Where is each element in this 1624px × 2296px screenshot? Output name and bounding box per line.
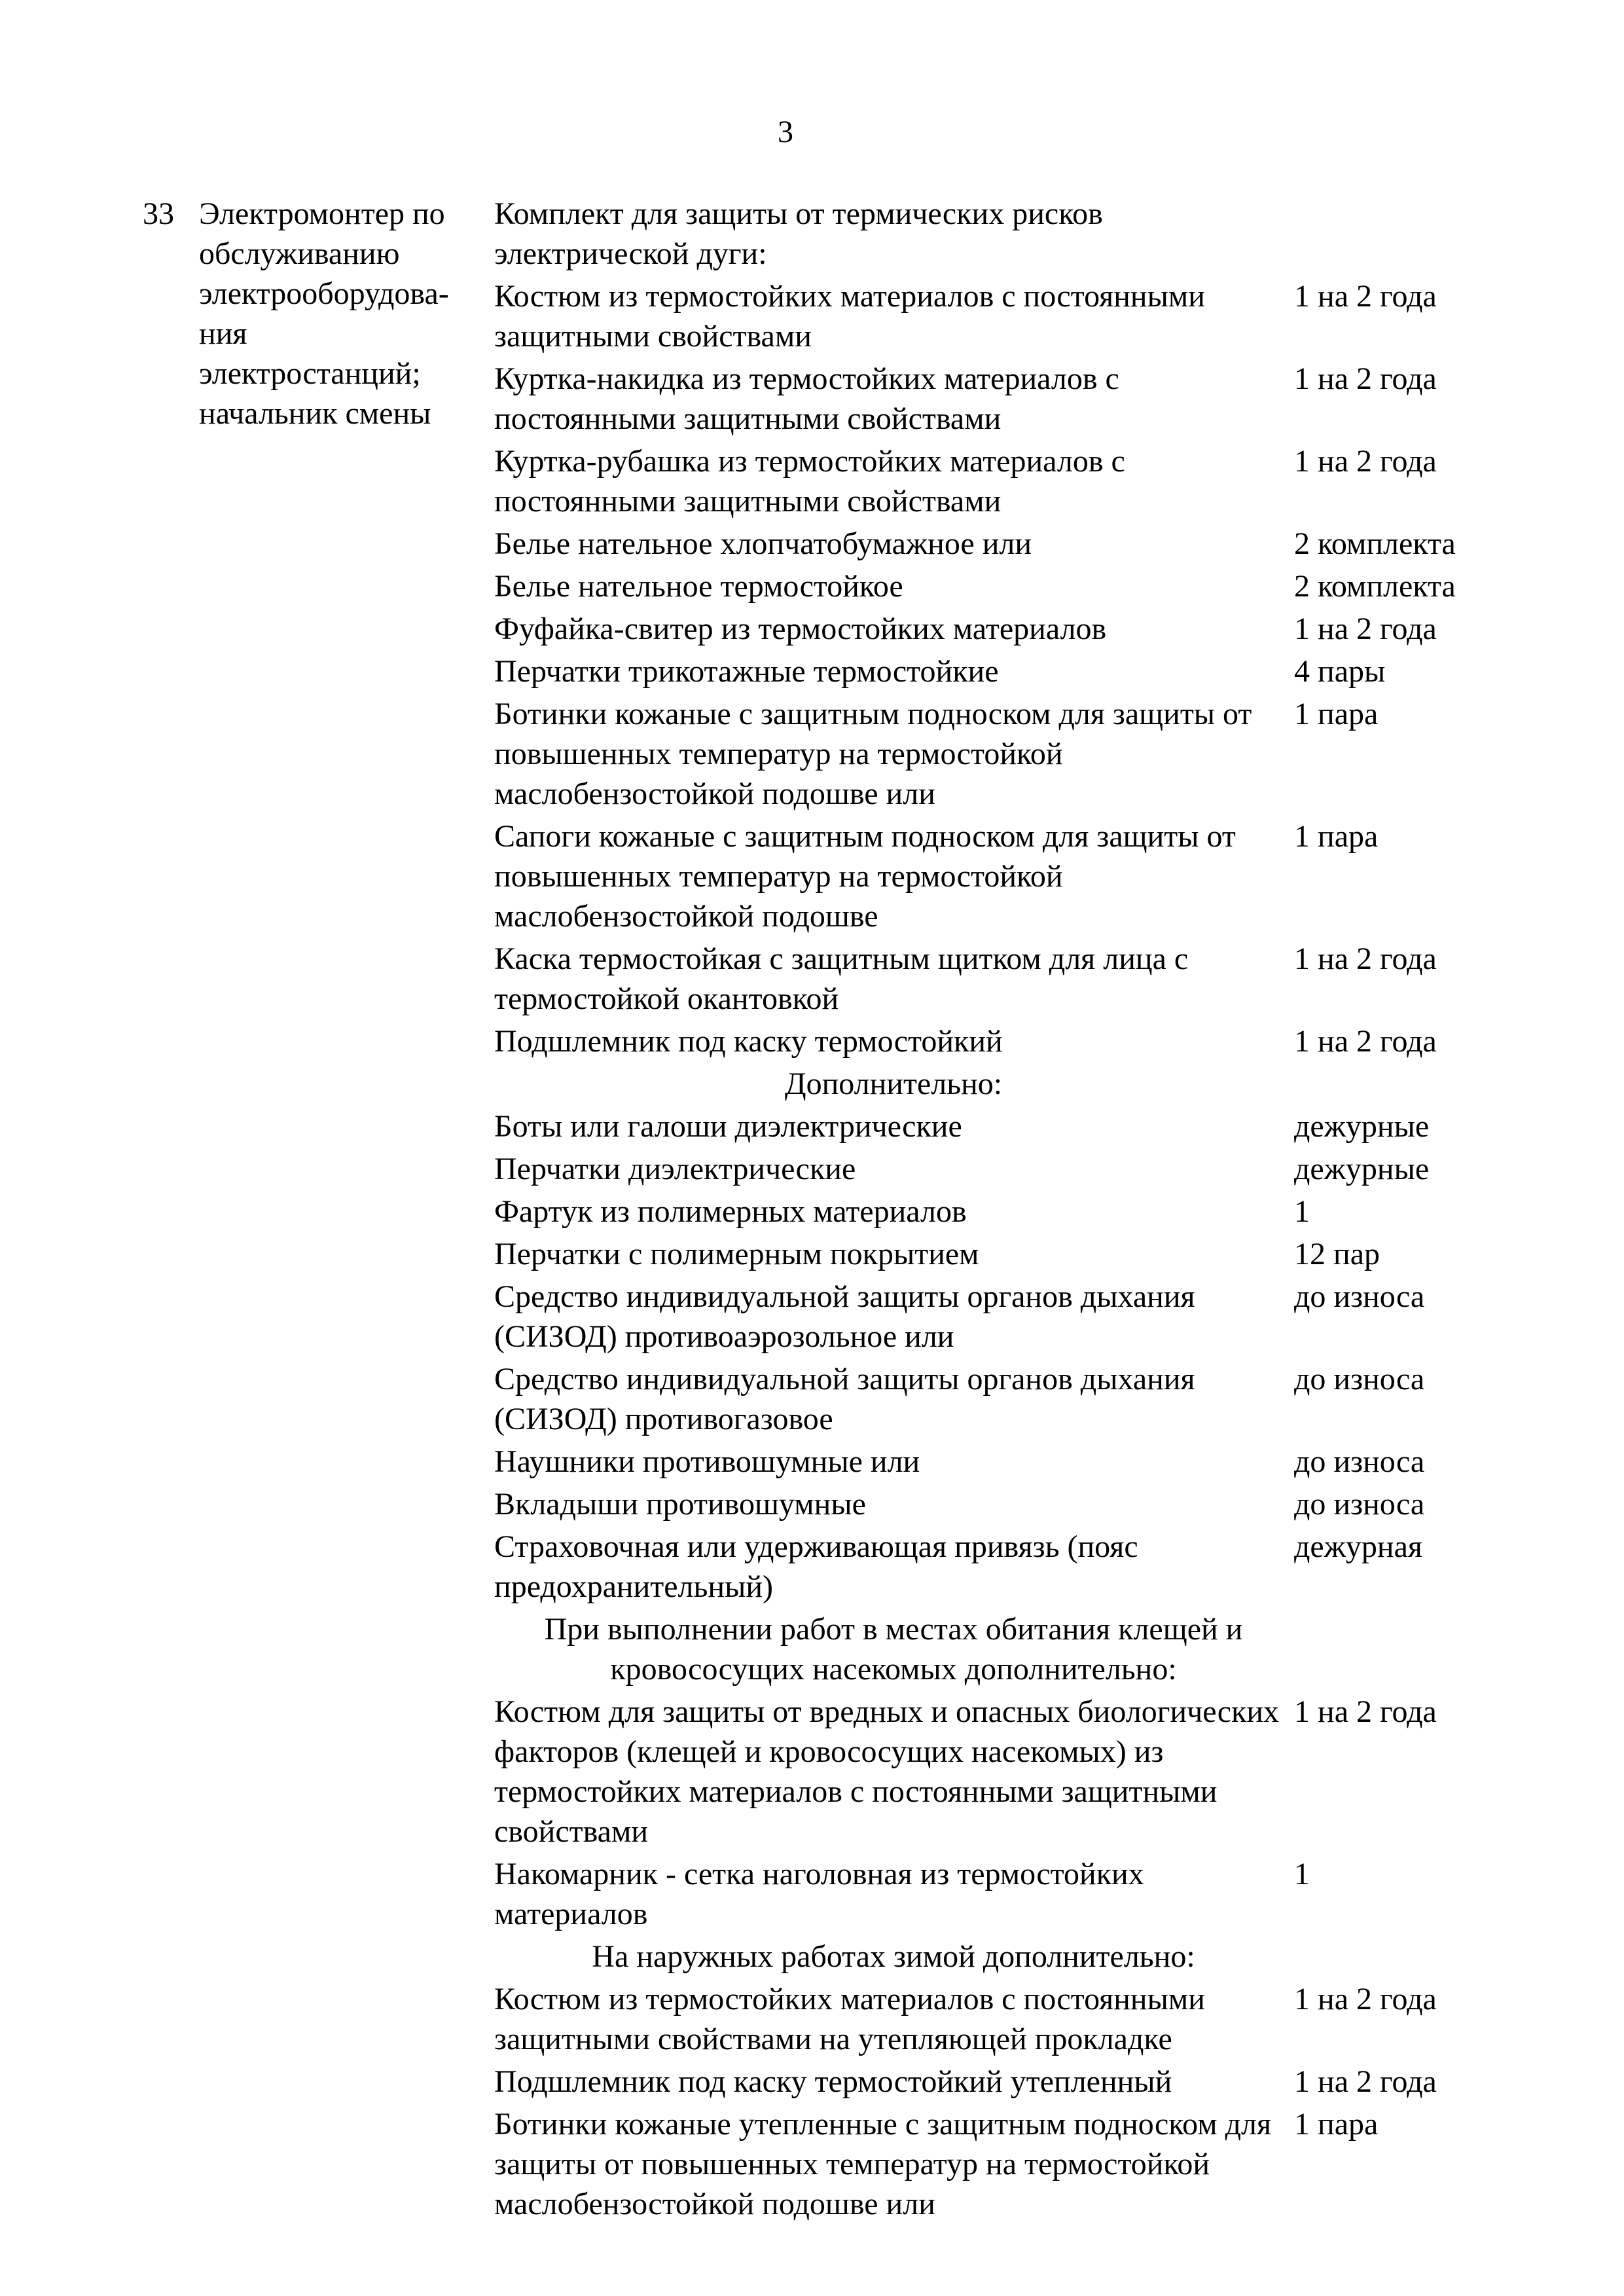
ppe-item-qty: до износа <box>1294 1487 1425 1522</box>
ppe-items-column <box>494 194 1515 2227</box>
ppe-item-qty: 1 пара <box>1294 697 1379 731</box>
ppe-item-qty: 1 на 2 года <box>1294 1694 1437 1729</box>
ppe-item-qty: 1 на 2 года <box>1294 611 1437 646</box>
ppe-item <box>494 1979 1515 2059</box>
profession-line: электрооборудова- <box>199 276 449 311</box>
ppe-item <box>494 1692 1515 1851</box>
ppe-item-name: Страховочная или удерживающая привязь (пояс предохранительный) <box>494 1529 1138 1604</box>
ppe-item-qty: дежурная <box>1294 1529 1422 1564</box>
ppe-item-qty: 1 на 2 года <box>1294 444 1437 479</box>
ppe-item-name: Перчатки диэлектрические <box>494 1152 856 1186</box>
ppe-item <box>494 1854 1515 1934</box>
ppe-item-name: Средство индивидуальной защиты органов дыхания (СИЗОД) противогазовое <box>494 1362 1195 1436</box>
ppe-item-name: Боты или галоши диэлектрические <box>494 1109 962 1144</box>
ppe-item-name: Каска термостойкая с защитным щитком для лица с термостойкой окантовкой <box>494 941 1189 1016</box>
section-heading-additional: Дополнительно: <box>784 1066 1003 1101</box>
ppe-item-qty: 1 на 2 года <box>1294 1024 1437 1059</box>
ppe-item-name: Костюм для защиты от вредных и опасных биологических факторов (клещей и кровососущих насекомых) из термостойких материалов с постоянными защитными свойствами <box>494 1694 1280 1849</box>
ppe-item-name: Куртка-накидка из термостойких материалов с постоянными защитными свойствами <box>494 361 1119 436</box>
ppe-item-qty: 1 на 2 года <box>1294 361 1437 396</box>
ppe-item-name: Ботинки кожаные утепленные с защитным подноском для защиты от повышенных температур на термостойкой маслобензостойкой подошве или <box>494 2107 1272 2221</box>
ppe-item <box>494 194 1515 274</box>
ppe-item-qty: 1 на 2 года <box>1294 2064 1437 2099</box>
ppe-item <box>494 816 1515 936</box>
ppe-item <box>494 1277 1515 1357</box>
ppe-item-qty: дежурные <box>1294 1109 1430 1144</box>
ppe-item-name: Белье нательное хлопчатобумажное или <box>494 526 1032 561</box>
profession-line: обслуживанию <box>199 236 400 271</box>
ppe-item-qty: 4 пары <box>1294 654 1386 689</box>
ppe-item-name: Вкладыши противошумные <box>494 1487 866 1522</box>
ppe-item <box>494 939 1515 1019</box>
ppe-item <box>494 441 1515 521</box>
ppe-item-name: Подшлемник под каску термостойкий <box>494 1024 1003 1059</box>
ppe-item-qty: 1 на 2 года <box>1294 941 1437 976</box>
ppe-item-name: Наушники противошумные или <box>494 1444 920 1479</box>
ppe-item-name: Перчатки с полимерным покрытием <box>494 1237 979 1271</box>
ppe-item <box>494 1192 1515 1231</box>
ppe-item-name: Белье нательное термостойкое <box>494 569 903 604</box>
ppe-item <box>494 1234 1515 1274</box>
ppe-item-name: Комплект для защиты от термических рисков электрической дуги: <box>494 196 1103 271</box>
ppe-item-qty: 1 на 2 года <box>1294 1982 1437 2016</box>
ppe-item-qty: 1 <box>1294 1857 1310 1891</box>
ppe-item-name: Фуфайка-свитер из термостойких материалов <box>494 611 1107 646</box>
ppe-item-name: Костюм из термостойких материалов с постоянными защитными свойствами <box>494 279 1205 354</box>
profession-line: Электромонтер по <box>199 196 445 231</box>
ppe-item-qty: до износа <box>1294 1362 1425 1396</box>
ppe-item-qty: 2 комплекта <box>1294 569 1456 604</box>
ppe-item-qty: 1 <box>1294 1194 1310 1229</box>
ppe-item-name: Средство индивидуальной защиты органов дыхания (СИЗОД) противоаэрозольное или <box>494 1279 1195 1354</box>
ppe-item <box>494 1149 1515 1189</box>
ppe-item <box>494 1527 1515 1607</box>
ppe-item-qty: до износа <box>1294 1279 1425 1314</box>
ppe-item <box>494 359 1515 439</box>
ppe-item <box>494 609 1515 649</box>
ppe-item-qty: дежурные <box>1294 1152 1430 1186</box>
ppe-item <box>494 524 1515 564</box>
ppe-item <box>494 1359 1515 1439</box>
ppe-item-name: Фартук из полимерных материалов <box>494 1194 967 1229</box>
ppe-item <box>494 1106 1515 1146</box>
ppe-item-qty: 2 комплекта <box>1294 526 1456 561</box>
profession-name <box>199 194 480 433</box>
profession-line: начальник смены <box>199 396 431 431</box>
ppe-item <box>494 2104 1515 2224</box>
ppe-item-qty: до износа <box>1294 1444 1425 1479</box>
profession-line: электростанций; <box>199 356 421 391</box>
ppe-item <box>494 1484 1515 1524</box>
ppe-item-qty: 12 пар <box>1294 1237 1380 1271</box>
ppe-item-name: Куртка-рубашка из термостойких материалов с постоянными защитными свойствами <box>494 444 1125 519</box>
ppe-item <box>494 694 1515 814</box>
ppe-item <box>494 2062 1515 2102</box>
ppe-item-name: Перчатки трикотажные термостойкие <box>494 654 999 689</box>
ppe-item-name: Накомарник - сетка наголовная из термостойких материалов <box>494 1857 1144 1931</box>
ppe-item-name: Ботинки кожаные с защитным подноском для защиты от повышенных температур на термостойкой маслобензостойкой подошве или <box>494 697 1252 811</box>
page-number: 3 <box>778 115 793 149</box>
ppe-item-qty: 1 пара <box>1294 819 1379 854</box>
ppe-item-name: Костюм из термостойких материалов с постоянными защитными свойствами на утепляющей прокладке <box>494 1982 1205 2056</box>
ppe-item-name: Сапоги кожаные с защитным подноском для защиты от повышенных температур на термостойкой маслобензостойкой подошве <box>494 819 1236 934</box>
ppe-item <box>494 1021 1515 1061</box>
ppe-item-name: Подшлемник под каску термостойкий утепленный <box>494 2064 1172 2099</box>
row-number: 33 <box>143 196 174 231</box>
ppe-item-qty: 1 на 2 года <box>1294 279 1437 314</box>
ppe-item <box>494 276 1515 356</box>
profession-line: ния <box>199 316 247 351</box>
section-heading-ticks: При выполнении работ в местах обитания клещей и кровососущих насекомых дополнительно: <box>544 1612 1243 1686</box>
ppe-item <box>494 651 1515 691</box>
section-heading-winter: На наружных работах зимой дополнительно: <box>592 1939 1195 1974</box>
ppe-item <box>494 1442 1515 1482</box>
ppe-item <box>494 566 1515 606</box>
ppe-item-qty: 1 пара <box>1294 2107 1379 2141</box>
